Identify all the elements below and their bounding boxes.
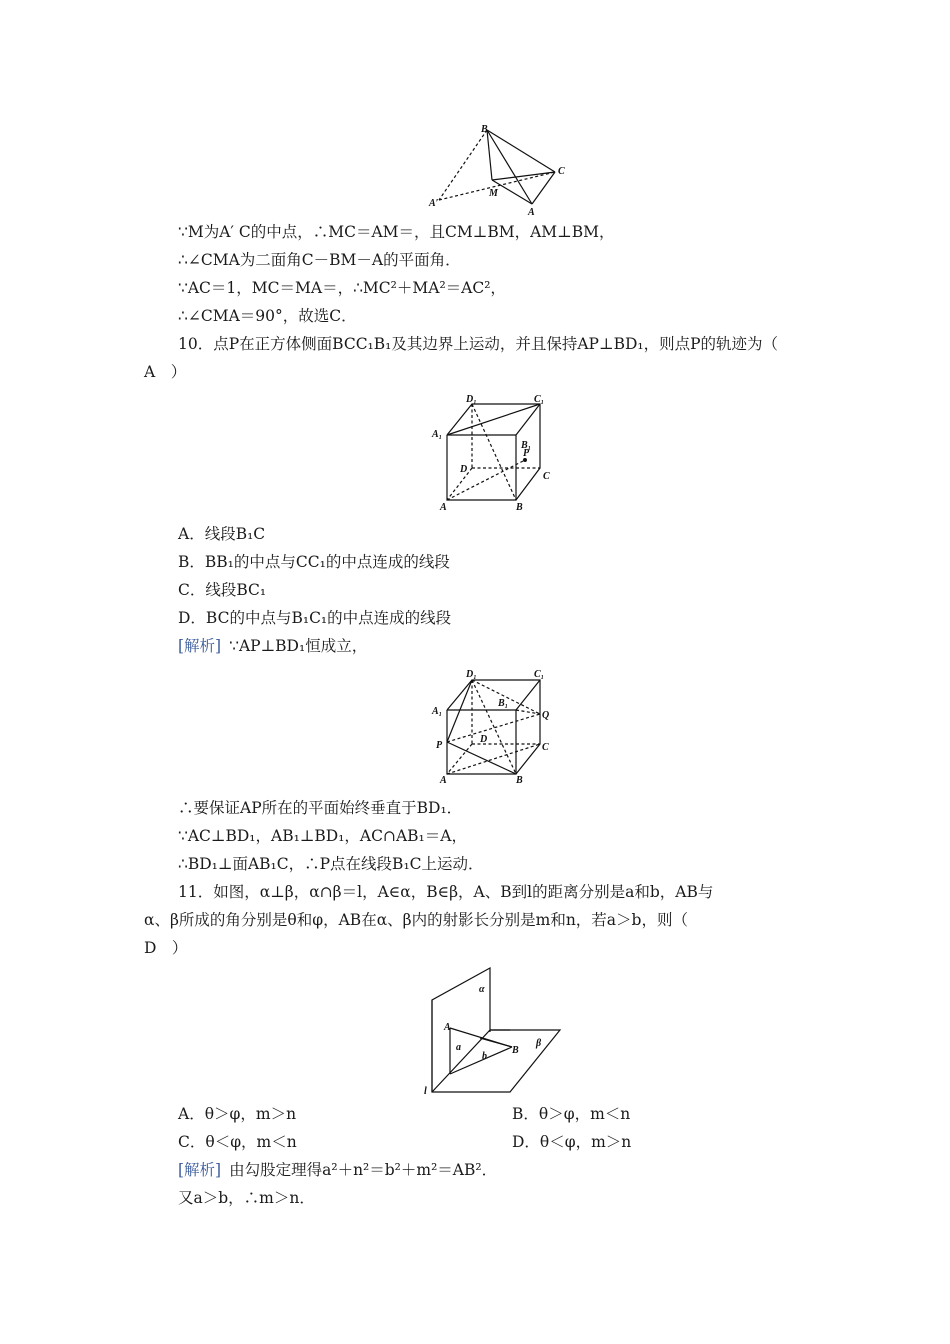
fig3-label-B: B [516, 775, 523, 786]
fig1-label-C: C [558, 166, 565, 177]
text-line: ∵AC⊥BD₁，AB₁⊥BD₁，AC∩AB₁＝A， [178, 827, 467, 845]
fig2-label-A1: A₁ [432, 429, 443, 440]
figure-tetrahedron [425, 120, 570, 220]
fig3-label-B1: B₁ [498, 698, 509, 709]
fig4-label-beta: β [536, 1038, 542, 1049]
figure-cube-pq [430, 666, 555, 786]
text-line: ∴∠CMA＝90°，故选C． [178, 307, 357, 325]
q10-stem: 10．点P在正方体侧面BCC₁B₁及其边界上运动，并且保持AP⊥BD₁，则点P的轨迹为（ [178, 335, 779, 353]
fig2-label-C1: C₁ [534, 394, 545, 405]
fig3-label-D1: D₁ [466, 669, 477, 680]
fig3-label-C1: C₁ [534, 669, 545, 680]
fig3-label-Q: Q [542, 710, 550, 721]
q11-option-d: D．θ＜φ，m＞n [512, 1133, 632, 1151]
fig4-label-l: l [424, 1086, 427, 1097]
fig2-label-C: C [543, 471, 550, 482]
fig2-label-B: B [516, 502, 523, 513]
fig1-label-B: B [481, 124, 488, 135]
analysis-tag: [解析] [178, 637, 222, 655]
fig4-label-a: a [456, 1042, 461, 1053]
analysis-tag: [解析] [178, 1161, 222, 1179]
figure-cube-p [430, 392, 555, 514]
q10-answer: A ） [144, 363, 187, 381]
q10-analysis [178, 636, 367, 656]
q11-option-b: B．θ＞φ，m＜n [512, 1105, 631, 1123]
fig1-label-M: M [489, 188, 498, 199]
fig3-label-A: A [440, 775, 447, 786]
fig2-label-B1: B₁ [521, 440, 532, 451]
fig4-label-A: A [444, 1022, 451, 1033]
q10-option-c: C．线段BC₁ [178, 581, 267, 599]
fig4-label-B: B [512, 1045, 519, 1056]
q10-option-d: D．BC的中点与B₁C₁的中点连成的线段 [178, 609, 452, 627]
q11-option-a: A．θ＞φ，m＞n [178, 1105, 297, 1123]
q10-option-b: B．BB₁的中点与CC₁的中点连成的线段 [178, 553, 450, 571]
fig4-label-b: b [482, 1051, 487, 1062]
text-line: ∴要保证AP所在的平面始终垂直于BD₁． [178, 799, 463, 817]
fig1-label-A: A [528, 207, 535, 218]
fig1-label-A-prime: A′ [429, 198, 439, 209]
fig4-label-alpha: α [479, 984, 485, 995]
text-line: ∵AC＝1，MC＝MA＝，∴MC²＋MA²＝AC²， [178, 279, 506, 297]
q11-answer: D ） [144, 939, 188, 957]
text-line: ∴∠CMA为二面角C－BM－A的平面角． [178, 251, 461, 269]
text-line: 又a＞b，∴m＞n． [178, 1189, 315, 1207]
fig3-label-A1: A₁ [432, 706, 443, 717]
fig2-label-P: P [523, 448, 530, 459]
q11-stem-2: α、β所成的角分别是θ和φ，AB在α、β内的射影长分别是m和n，若a＞b，则（ [144, 911, 688, 929]
fig2-label-A: A [440, 502, 447, 513]
fig3-label-D: D [480, 734, 488, 745]
q11-stem-1: 11．如图，α⊥β，α∩β＝l，A∈α，B∈β，A、B到l的距离分别是a和b，AB与 [178, 883, 714, 901]
figure-planes [410, 962, 570, 1098]
analysis-text: 由勾股定理得a²＋n²＝b²＋m²＝AB²． [229, 1161, 498, 1179]
q10-option-a: A．线段B₁C [178, 525, 266, 543]
fig3-label-C: C [542, 742, 549, 753]
fig3-label-P: P [436, 740, 443, 751]
text-line: ∵M为A′ C的中点，∴MC＝AM＝，且CM⊥BM，AM⊥BM， [178, 223, 615, 241]
fig2-label-D: D [460, 464, 468, 475]
q11-analysis [178, 1160, 497, 1180]
analysis-text: ∵AP⊥BD₁恒成立， [229, 637, 368, 655]
q11-option-c: C．θ＜φ，m＜n [178, 1133, 297, 1151]
fig2-label-D1: D₁ [466, 394, 477, 405]
text-line: ∴BD₁⊥面AB₁C，∴P点在线段B₁C上运动． [178, 855, 484, 873]
